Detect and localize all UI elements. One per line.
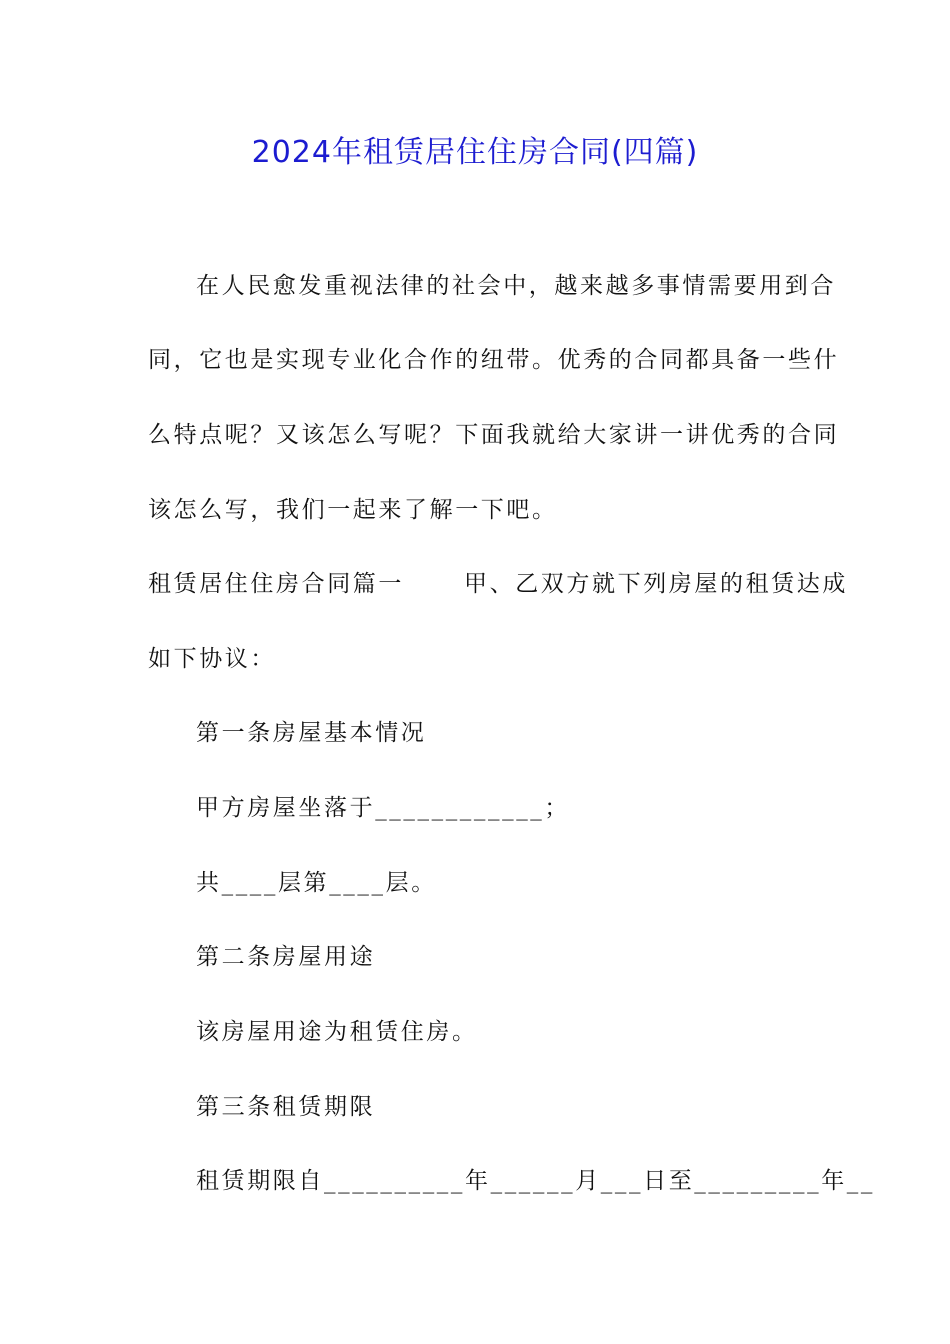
intro-line-3: 么特点呢？又该怎么写呢？下面我就给大家讲一讲优秀的合同	[148, 422, 840, 448]
section-heading-line	[148, 566, 848, 602]
house-location-line: 甲方房屋坐落于____________；	[196, 795, 570, 821]
intro-line-1: 在人民愈发重视法律的社会中，越来越多事情需要用到合	[196, 273, 836, 299]
agreement-line-2: 如下协议：	[148, 646, 276, 672]
article-2-heading: 第二条房屋用途	[196, 944, 376, 970]
intro-line-2: 同，它也是实现专业化合作的纽带。优秀的合同都具备一些什	[148, 347, 840, 373]
article-1-heading: 第一条房屋基本情况	[196, 720, 427, 746]
lease-term-line: 租赁期限自__________年______月___日至_________年__	[196, 1168, 875, 1194]
floor-line: 共____层第____层。	[196, 870, 437, 896]
intro-line-4: 该怎么写，我们一起来了解一下吧。	[148, 497, 558, 523]
agreement-line-1: 甲、乙双方就下列房屋的租赁达成	[464, 571, 848, 597]
section-heading: 租赁居住住房合同篇一	[148, 571, 404, 597]
article-3-heading: 第三条租赁期限	[196, 1094, 376, 1120]
house-usage-line: 该房屋用途为租赁住房。	[196, 1019, 478, 1045]
document-title: 2024年租赁居住住房合同(四篇)	[251, 135, 699, 170]
